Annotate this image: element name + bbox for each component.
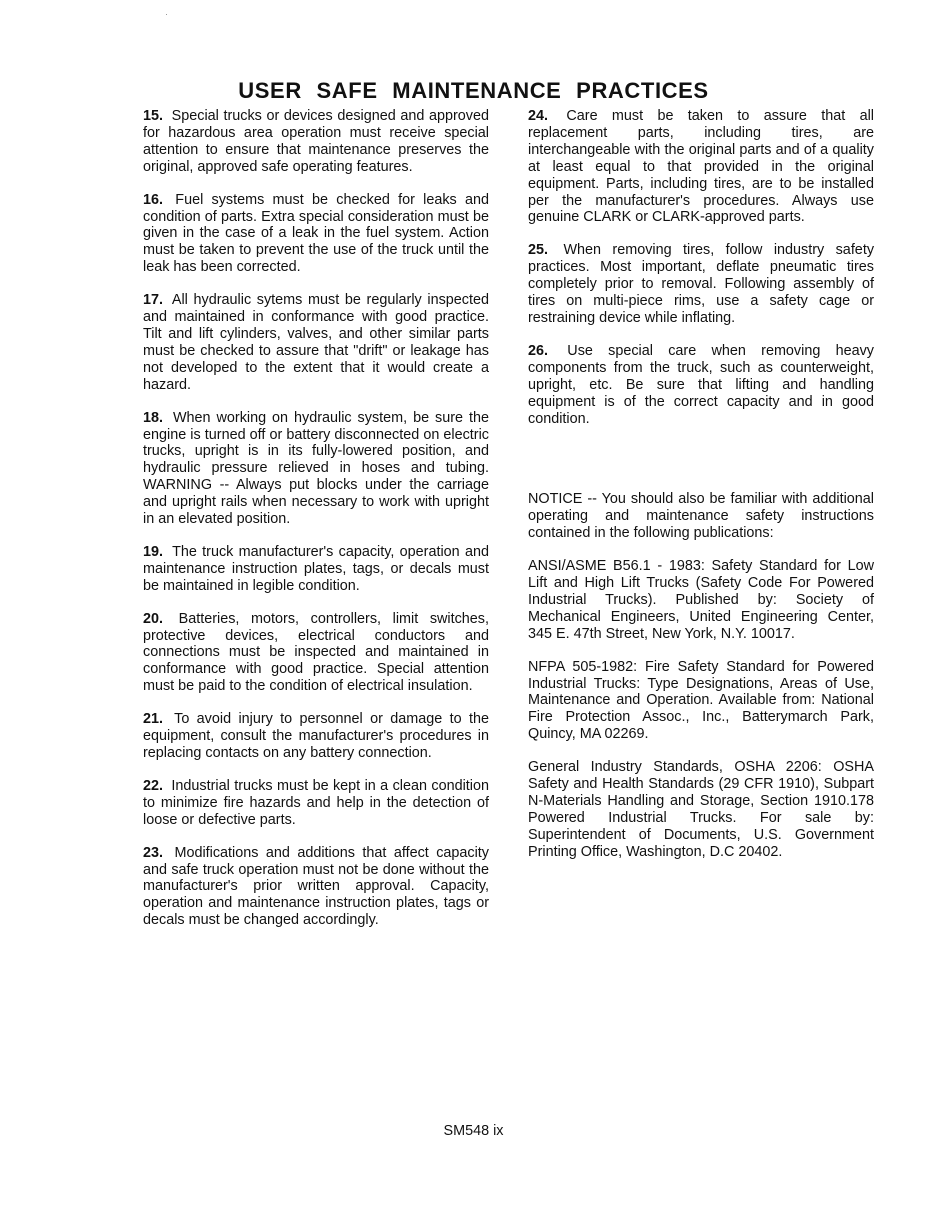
reference-nfpa: NFPA 505-1982: Fire Safety Standard for Powered Industrial Trucks: Type Designations, Areas of Use, Maintenance and Operation. Available from: National Fire Protection Assoc., Inc., Batterymarch Park, Quincy, MA 02269.: [528, 658, 874, 743]
item-15: [143, 108, 489, 176]
item-text: All hydraulic sytems must be regularly inspected and maintained in conformance with good practice. Tilt and lift cylinders, valves, and other similar parts must be checked to assure that "drift" or leakage has not developed to the extent that it would create a hazard.: [143, 292, 489, 393]
item-text: Care must be taken to assure that all replacement parts, including tires, are interchangeable with the original parts and of a quality at least equal to that provided in the original equipment. Parts, including tires, are to be installed per the manufacturer's procedures. Always use genuine CLARK or CLARK-approved parts.: [528, 108, 875, 226]
item-number: 23.: [143, 844, 164, 861]
item-number: 21.: [143, 711, 164, 728]
spacer: [528, 443, 874, 491]
item-text: Use special care when removing heavy components from the truck, such as counterweight, upright, etc. Be sure that lifting and handling equipment is of the correct capacity and in good condition.: [528, 342, 874, 427]
item-number: 19.: [143, 543, 164, 560]
item-text: Modifications and additions that affect capacity and safe truck operation must not be done without the manufacturer's prior written approval. Capacity, operation and maintenance instruction plates, tags or decals must be changed accordingly.: [143, 844, 490, 929]
right-column: [528, 108, 874, 877]
item-number: 22.: [143, 777, 164, 794]
item-23: [143, 845, 489, 930]
item-21: [143, 711, 489, 762]
item-25: [528, 242, 874, 327]
item-text: When removing tires, follow industry safety practices. Most important, deflate pneumatic tires completely prior to removal. Following assembly of tires on multi-piece rims, use a safety cage or restraining device while inflating.: [528, 242, 875, 326]
page-footer: SM548 ix: [443, 1123, 504, 1139]
item-text: When working on hydraulic system, be sure the engine is turned off or battery disconnected on electric trucks, upright is in its fully-lowered position, and hydraulic pressure relieved in hoses and tubing. WARNING -- Always put blocks under the carriage and upright rails when necessary to work with upright in an elevated position.: [143, 409, 489, 528]
item-20: [143, 611, 489, 696]
item-number: 16.: [143, 191, 164, 208]
item-text: The truck manufacturer's capacity, operation and maintenance instruction plates, tags, or decals must be maintained in legible condition.: [143, 543, 489, 594]
item-number: 24.: [528, 108, 549, 124]
item-text: Industrial trucks must be kept in a clean condition to minimize fire hazards and help in the detection of loose or defective parts.: [143, 777, 489, 828]
reference-ansi: ANSI/ASME B56.1 - 1983: Safety Standard for Low Lift and High Lift Trucks (Safety Code For Powered Industrial Trucks). Published by: Society of Mechanical Engineers, United Engineering Center, 345 E. 47th Street, New York, N.Y. 10017.: [528, 558, 874, 642]
item-number: 20.: [143, 610, 164, 627]
item-number: 26.: [528, 342, 549, 359]
item-26: [528, 343, 874, 428]
item-text: Fuel systems must be checked for leaks and condition of parts. Extra special consideration must be given in the case of a leak in the fuel system. Action must be taken to prevent the use of the truck until the leak has been corrected.: [143, 191, 489, 276]
item-19: [143, 544, 489, 595]
item-17: [143, 292, 489, 393]
left-column: [143, 108, 489, 945]
item-text: Batteries, motors, controllers, limit switches, protective devices, electrical conductors and connections must be inspected and maintained in conformance with good practice. Special attention must be paid to the condition of electrical insulation.: [143, 610, 489, 695]
item-text: To avoid injury to personnel or damage to the equipment, consult the manufacturer's procedures in replacing contacts on any battery connection.: [143, 711, 489, 761]
item-number: 17.: [143, 292, 164, 309]
item-number: 25.: [528, 242, 549, 259]
page-title: USER SAFE MAINTENANCE PRACTICES: [238, 78, 709, 103]
item-number: 15.: [143, 108, 164, 124]
item-16: [143, 192, 489, 277]
item-text: Special trucks or devices designed and approved for hazardous area operation must receive special attention to ensure that maintenance preserves the original, approved safe operating features.: [143, 108, 490, 175]
notice-paragraph: NOTICE -- You should also be familiar with additional operating and maintenance safety instructions contained in the following publications:: [528, 491, 874, 542]
item-number: 18.: [143, 409, 164, 426]
item-22: [143, 778, 489, 829]
scan-speck: [166, 14, 167, 15]
item-18: [143, 410, 489, 528]
reference-osha: General Industry Standards, OSHA 2206: OSHA Safety and Health Standards (29 CFR 1910), Subpart N-Materials Handling and Storage, Section 1910.178 Powered Industrial Trucks. For sale by: Superintendent of Documents, U.S. Government Printing Office, Washington, D.C 20402.: [528, 759, 874, 860]
item-24: [528, 108, 874, 226]
